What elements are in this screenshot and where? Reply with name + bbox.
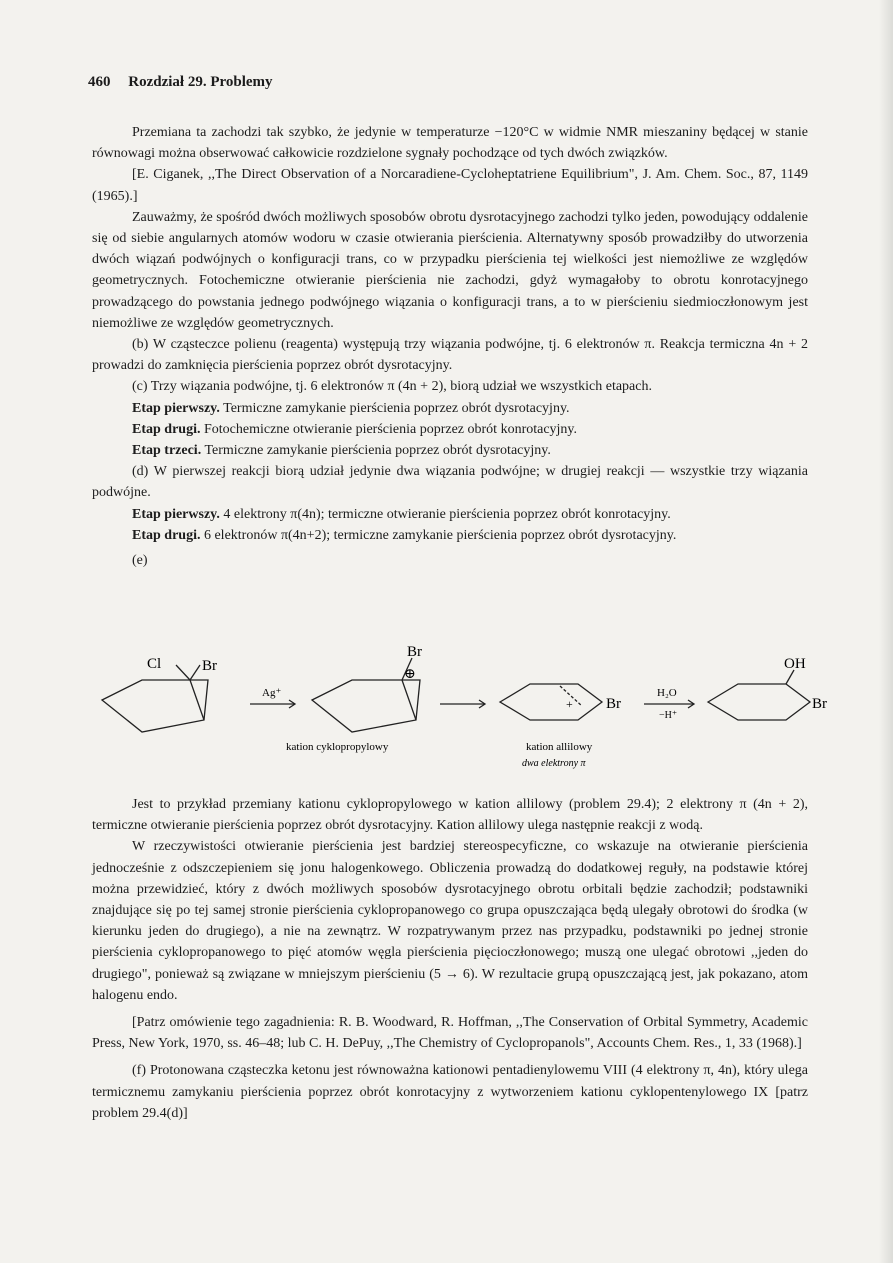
label-two-electrons: dwa elektrony π: [522, 758, 586, 769]
stage-label: Etap drugi.: [132, 527, 201, 543]
stage-label: Etap pierwszy.: [132, 400, 220, 416]
water-reagent: H₂O: [657, 687, 677, 699]
chapter-title: Rozdział 29. Problemy: [128, 74, 273, 90]
br-atom-product: Br: [812, 696, 827, 712]
positive-charge-circle: ⊕: [404, 667, 416, 682]
paragraph: W rzeczywistości otwieranie pierścienia jest bardziej stereospecyficzne, co wskazuje na otwieranie pierścienia jednocześnie z odszczepieniem się jonu halogenkowego. Obliczenia prowadzą do dodatkowej reguły, na podstawie której można przewidzieć, który z dwóch możliwych sposobów dysrotacyjnego obrotu orbitali będzie zachodził; podstawniki znajdujące się po tej samej stronie pierścienia cyklopropanowego co grupa opuszczająca będą ulegały obrotowi do środka (w kierunku jeden do drugiego), a nie na zewnątrz. W rozpatrywanym przez nas przypadku, podstawniki po jednej stronie pierścienia cyklopropanowego to pięć atomów węgla pierścienia pięcioczłonowego; muszą one ulegać obrotowi ,,jeden do drugiego", ponieważ są związane w mniejszym pierścieniu (5 → 6). W rezultacie grupą opuszczającą jest, jak pokazano, atom halogenu endo.: [92, 839, 808, 1003]
stage-line: [92, 419, 808, 440]
stage-text: Termiczne zamykanie pierścienia poprzez obrót dysrotacyjny.: [201, 443, 551, 459]
page-header: [88, 74, 273, 91]
cl-atom: Cl: [147, 656, 162, 672]
paragraph: (f) Protonowana cząsteczka ketonu jest równoważna kationowi pentadienylowemu VIII (4 elektrony π, 4n), który ulega termicznemu zamykaniu pierścienia poprzez obrót konrotacyjny z wytworzeniem kationu cyklopentenylowego IX [patrz problem 29.4(d)]: [92, 1063, 808, 1121]
bond: [190, 665, 200, 680]
reaction-scheme-svg: [90, 640, 830, 780]
stage-label: Etap drugi.: [132, 421, 201, 437]
silver-ion: Ag⁺: [262, 687, 282, 699]
paragraph: (c) Trzy wiązania podwójne, tj. 6 elektronów π (4n + 2), biorą udział we wszystkich etapach.: [132, 379, 652, 395]
bond: [786, 670, 794, 684]
paragraph: (d) W pierwszej reakcji biorą udział jedynie dwa wiązania podwójne; w drugiej reakcji — wszystkie trzy wiązania podwójne.: [92, 464, 808, 501]
stage-text: Fotochemiczne otwieranie pierścienia poprzez obrót konrotacyjny.: [200, 421, 578, 437]
paragraph: Zauważmy, że spośród dwóch możliwych sposobów obrotu dysrotacyjnego zachodzi tylko jeden, powodujący oddalenie się od siebie angularnych atomów wodoru w czasie otwierania pierścienia. Alternatywny sposób prowadziłby do utworzenia dwóch wiązań podwójnych o konfiguracji trans, co w przypadku pierścienia tej wielkości jest niemożliwe ze względów geometrycznych. Fotochemiczne otwieranie pierścienia nie zachodzi, gdyż wymagałoby to obrotu konrotacyjnego prowadzącego do powstania jednego podwójnego wiązania o konfiguracji trans, a to w pierścieniu siedmioczłonowym jest niemożliwe ze względów geometrycznych.: [92, 209, 808, 331]
bond: [176, 665, 190, 680]
stage-line: [92, 525, 808, 546]
br-atom-cation: Br: [407, 644, 422, 660]
br-atom: Br: [202, 658, 217, 674]
oh-group: OH: [784, 656, 806, 672]
label-cyclopropyl-cation: kation cyklopropylowy: [286, 741, 389, 753]
text-block-top: [92, 122, 808, 571]
stage-text: 6 elektronów π(4n+2); termiczne zamykanie pierścienia poprzez obrót dysrotacyjny.: [200, 527, 677, 543]
positive-charge: +: [566, 697, 573, 711]
proton-loss: −H⁺: [659, 710, 678, 721]
citation: [E. Ciganek, ,,The Direct Observation of a Norcaradiene-Cycloheptatriene Equilibrium", J. Am. Chem. Soc., 87, 1149 (1965).]: [92, 167, 808, 204]
stage-line: [92, 504, 808, 525]
stage-line: [92, 440, 808, 461]
stage-label: Etap pierwszy.: [132, 506, 220, 522]
product-ring: [708, 684, 810, 720]
text-block-bottom: [92, 794, 808, 1124]
br-atom-allyl: Br: [606, 696, 621, 712]
stage-line: [92, 398, 808, 419]
page-number: 460: [88, 74, 111, 90]
label-allyl-cation: kation allilowy: [526, 741, 593, 753]
stage-text: 4 elektrony π(4n); termiczne otwieranie pierścienia poprzez obrót konrotacyjny.: [219, 506, 671, 522]
paragraph: (b) W cząsteczce polienu (reagenta) występują trzy wiązania podwójne, tj. 6 elektronów π. Reakcja termiczna 4n + 2 prowadzi do zamknięcia pierścienia poprzez obrót dysrotacyjny.: [92, 337, 808, 374]
stage-label: Etap trzeci.: [132, 443, 202, 459]
page-edge-shadow: [879, 0, 893, 1263]
paragraph: Przemiana ta zachodzi tak szybko, że jedynie w temperaturze −120°C w widmie NMR mieszaniny będącej w stanie równowagi można obserwować całkowicie rozdzielone sygnały pochodzące od tych dwóch związków.: [92, 125, 808, 162]
citation: [Patrz omówienie tego zagadnienia: R. B. Woodward, R. Hoffman, ,,The Conservation of Orbital Symmetry, Academic Press, New York, 1970, ss. 46–48; lub C. H. DePuy, ,,The Chemistry of Cyclopropanols", Accounts Chem. Res., 1, 33 (1968).]: [92, 1015, 808, 1052]
reaction-scheme: [90, 640, 830, 780]
bond: [190, 680, 204, 720]
paragraph: Jest to przykład przemiany kationu cyklopropylowego w kation allilowy (problem 29.4); 2 elektrony π (4n + 2), termiczne otwieranie pierścienia poprzez obrót dysrotacyjny. Kation allilowy ulega następnie reakcji z wodą.: [92, 797, 808, 834]
bicyclic-cation-ring: [312, 680, 420, 732]
section-label-e: (e): [132, 553, 148, 569]
bond: [402, 680, 416, 720]
allyl-cation-ring: [500, 684, 602, 720]
stage-text: Termiczne zamykanie pierścienia poprzez obrót dysrotacyjny.: [219, 400, 570, 416]
